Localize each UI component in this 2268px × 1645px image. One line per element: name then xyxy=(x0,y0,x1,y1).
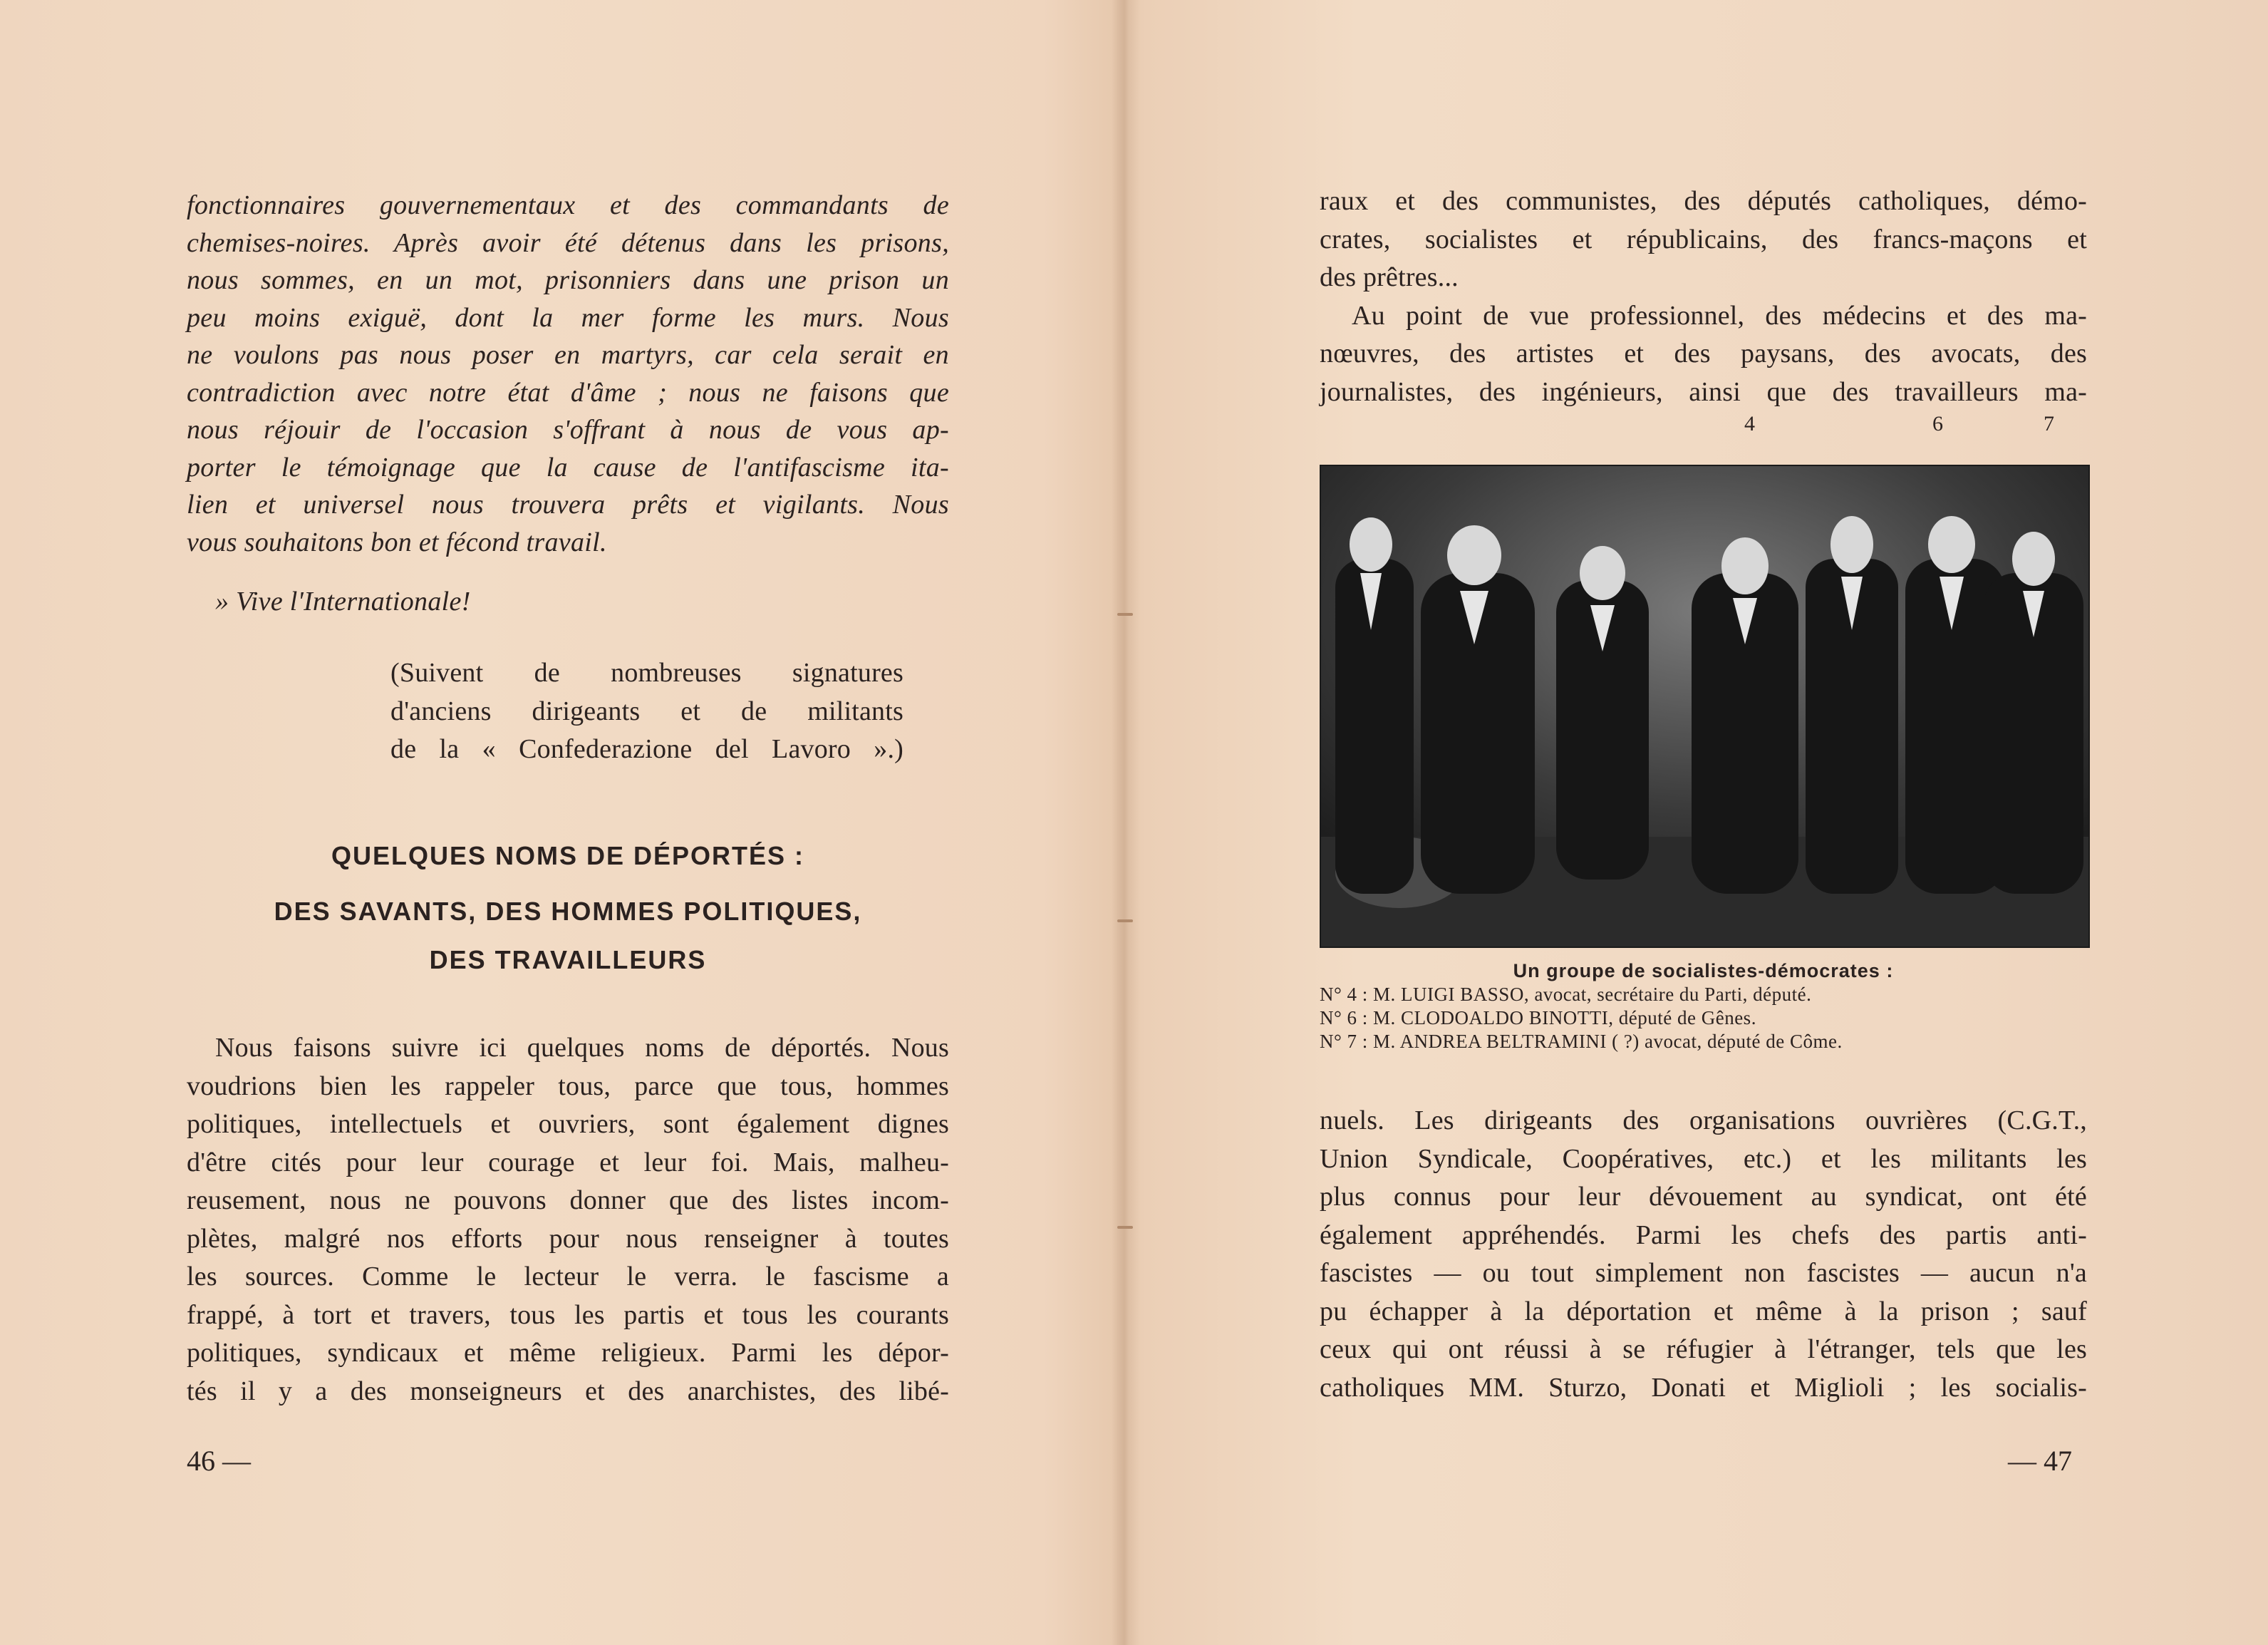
text-line: reusement, nous ne pouvons donner que des listes incom- xyxy=(187,1185,949,1215)
page-number: — 47 xyxy=(2008,1445,2072,1477)
photo-number-6: 6 xyxy=(1932,412,1943,435)
page-number: 46 — xyxy=(187,1445,251,1477)
text-line: raux et des communistes, des députés catholiques, démo- xyxy=(1320,186,2087,216)
right-bottom-text xyxy=(1320,1102,2087,1407)
binding-stitch xyxy=(1117,1226,1133,1229)
right-top-text xyxy=(1320,182,2087,411)
text-line: chemises-noires. Après avoir été détenus dans les prisons, xyxy=(187,227,949,258)
text-line: porter le témoignage que la cause de l'antifascisme ita- xyxy=(187,452,949,483)
body-text xyxy=(187,1029,949,1411)
book-gutter xyxy=(1112,0,1140,1645)
left-page xyxy=(0,0,1112,1645)
letter-italic-text xyxy=(187,187,949,561)
text-line: politiques, syndicaux et même religieux. Parmi les dépor- xyxy=(187,1338,949,1368)
photo-number-7: 7 xyxy=(2044,412,2054,435)
text-line: peu moins exiguë, dont la mer forme les murs. Nous xyxy=(187,302,949,333)
caption-line: N° 4 : M. LUIGI BASSO, avocat, secrétaire du Parti, député. xyxy=(1320,984,1812,1005)
section-heading-line-2: DES SAVANTS, DES HOMMES POLITIQUES, xyxy=(274,897,862,926)
photo-caption xyxy=(1320,959,2087,1053)
caption-line: N° 6 : M. CLODOALDO BINOTTI, député de Gênes. xyxy=(1320,1007,1756,1028)
caption-line: N° 7 : M. ANDREA BELTRAMINI ( ?) avocat, député de Côme. xyxy=(1320,1031,1843,1052)
text-line: crates, socialistes et républicains, des francs-maçons et xyxy=(1320,224,2087,254)
text-line: plètes, malgré nos efforts pour nous renseigner à toutes xyxy=(187,1223,949,1254)
text-line: journalistes, des ingénieurs, ainsi que des travailleurs ma- xyxy=(1320,376,2087,407)
text-line: (Suivent de nombreuses signatures xyxy=(390,658,903,688)
text-line: contradiction avec notre état d'âme ; nous ne faisons que xyxy=(187,377,949,408)
text-line: pu échapper à la déportation et même à la prison ; sauf xyxy=(1320,1296,2087,1326)
text-line: Union Syndicale, Coopératives, etc.) et les militants les xyxy=(1320,1143,2087,1174)
photo-number-4: 4 xyxy=(1744,412,1755,435)
text-line: ceux qui ont réussi à se réfugier à l'étranger, tels que les xyxy=(1320,1334,2087,1364)
text-line: ne voulons pas nous poser en martyrs, car cela serait en xyxy=(187,340,949,370)
signature-note xyxy=(390,654,903,769)
text-line: de la « Confederazione del Lavoro ».) xyxy=(390,734,903,764)
text-line: Au point de vue professionnel, des médecins et des ma- xyxy=(1352,300,2087,331)
text-line: des prêtres... xyxy=(1320,262,1459,292)
group-photograph xyxy=(1320,465,2090,948)
text-line: plus connus pour leur dévouement au syndicat, ont été xyxy=(1320,1182,2087,1212)
text-line: politiques, intellectuels et ouvriers, sont également dignes xyxy=(187,1109,949,1139)
text-line: nous sommes, en un mot, prisonniers dans une prison un xyxy=(187,265,949,295)
text-line: frappé, à tort et travers, tous les partis et tous les courants xyxy=(187,1299,949,1330)
text-line: nous réjouir de l'occasion s'offrant à nous de vous ap- xyxy=(187,415,949,445)
text-line: nœuvres, des artistes et des paysans, des avocats, des xyxy=(1320,339,2087,368)
text-line: d'anciens dirigeants et de militants xyxy=(390,696,903,726)
salutation: » Vive l'Internationale! xyxy=(215,587,471,617)
text-line: d'être cités pour leur courage et leur foi. Mais, malheu- xyxy=(187,1147,949,1177)
section-heading-line-1: QUELQUES NOMS DE DÉPORTÉS : xyxy=(331,841,805,870)
text-line: fonctionnaires gouvernementaux et des commandants de xyxy=(187,190,949,220)
text-line: fascistes — ou tout simplement non fascistes — aucun n'a xyxy=(1320,1258,2087,1288)
binding-stitch xyxy=(1117,613,1133,616)
text-line: voudrions bien les rappeler tous, parce que tous, hommes xyxy=(187,1071,949,1101)
photo-figures xyxy=(1321,466,2088,947)
text-line: vous souhaitons bon et fécond travail. xyxy=(187,527,607,557)
text-line: Nous faisons suivre ici quelques noms de déportés. Nous xyxy=(215,1033,949,1063)
text-line: également appréhendés. Parmi les chefs des partis anti- xyxy=(1320,1219,2087,1250)
text-line: tés il y a des monseigneurs et des anarchistes, des libé- xyxy=(187,1376,949,1406)
text-line: les sources. Comme le lecteur le verra. le fascisme a xyxy=(187,1262,949,1291)
text-line: lien et universel nous trouvera prêts et vigilants. Nous xyxy=(187,490,949,520)
text-line: nuels. Les dirigeants des organisations ouvrières (C.G.T., xyxy=(1320,1105,2087,1135)
binding-stitch xyxy=(1117,919,1133,922)
caption-title: Un groupe de socialistes-démocrates : xyxy=(1513,960,1894,981)
section-heading-line-3: DES TRAVAILLEURS xyxy=(429,945,707,974)
text-line: catholiques MM. Sturzo, Donati et Miglioli ; les socialis- xyxy=(1320,1372,2087,1403)
